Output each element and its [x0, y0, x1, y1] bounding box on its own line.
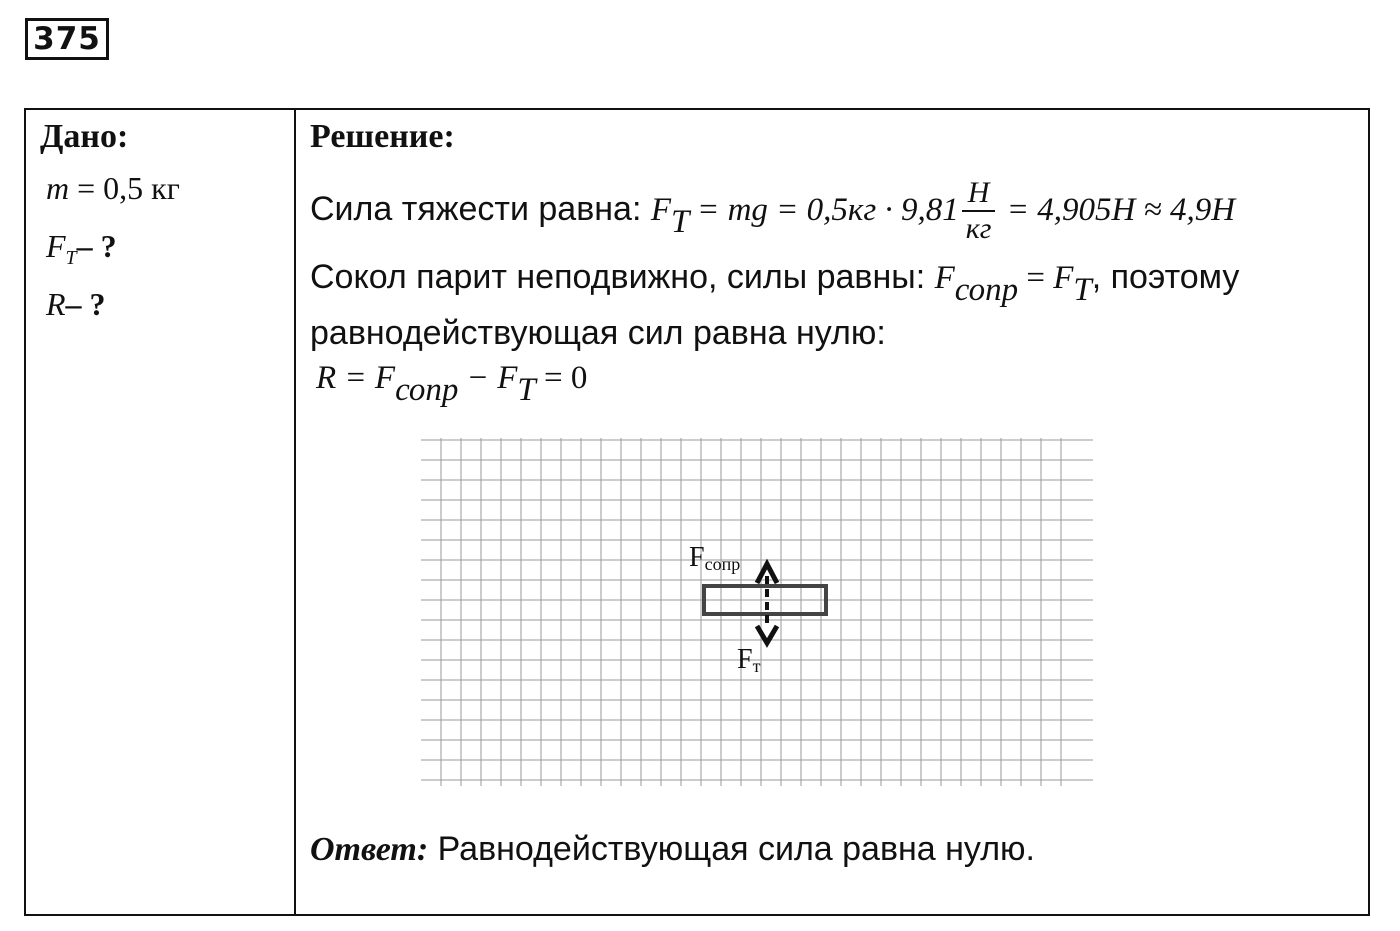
gravity-formula: = mg = 0,5кг · 9,81: [688, 191, 959, 228]
r-unknown-mark: – ?: [65, 286, 106, 322]
result-end: = 0: [535, 360, 588, 396]
f-drag: F: [934, 260, 955, 296]
solution-line-result: [316, 358, 588, 408]
result-minus: − F: [458, 360, 518, 396]
gravity-text: Сила тяжести равна:: [310, 189, 651, 228]
equal-sign: =: [1018, 260, 1054, 296]
gravity-f-sub: T: [671, 203, 689, 240]
solution-line-equal: [310, 258, 1240, 308]
force-diagram: [421, 436, 1101, 808]
unit-fraction: [962, 176, 996, 246]
label-fgravity: Fт: [737, 644, 761, 676]
solution-title: Решение:: [310, 118, 455, 155]
gravity-result: = 4,905H ≈ 4,9H: [998, 191, 1236, 228]
answer-label: Ответ:: [310, 831, 429, 868]
result-sub1: сопр: [395, 371, 459, 408]
fraction-numerator: H: [962, 176, 996, 212]
ft-unknown-mark: – ?: [76, 228, 117, 264]
mass-value: = 0,5 кг: [69, 170, 180, 206]
answer-text: Равнодействующая сила равна нулю.: [428, 830, 1035, 868]
result-sub2: T: [517, 371, 536, 408]
given-unknown-r: [46, 286, 106, 323]
ft-symbol: F: [46, 228, 66, 264]
f-gravity-sub: T: [1073, 271, 1092, 308]
f-drag-sub: сопр: [954, 271, 1019, 308]
gravity-f: F: [650, 191, 672, 228]
answer: [310, 830, 1035, 869]
problem-number: 375: [25, 18, 109, 60]
column-divider: [294, 110, 296, 914]
solution-line-zero: равнодействующая сил равна нулю:: [310, 314, 886, 352]
mass-symbol: m: [46, 170, 70, 206]
label-fdrag: Fсопр: [689, 542, 741, 574]
f-gravity: F: [1053, 260, 1074, 296]
equal-tail: , поэтому: [1091, 258, 1240, 296]
solution-table: [24, 108, 1370, 916]
result-r: R = F: [316, 360, 396, 396]
given-mass: [46, 170, 180, 207]
equal-text: Сокол парит неподвижно, силы равны:: [310, 258, 935, 296]
solution-line-gravity: [310, 176, 1235, 246]
given-title: Дано:: [40, 118, 129, 155]
ft-subscript: T: [65, 246, 77, 269]
fraction-denominator: кг: [965, 212, 992, 245]
r-symbol: R: [46, 286, 66, 322]
given-unknown-ft: [46, 228, 117, 269]
